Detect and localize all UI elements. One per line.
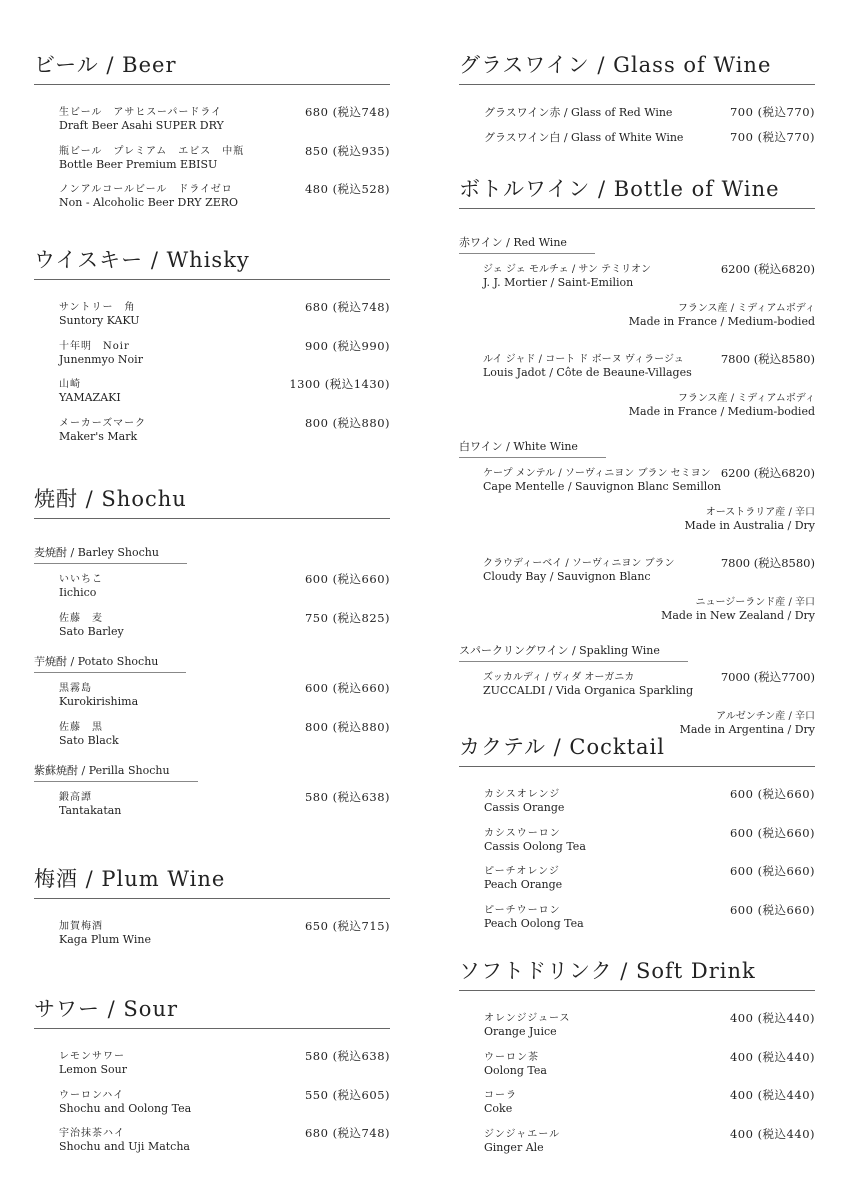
section-title: ウイスキー / Whisky <box>34 248 250 272</box>
wine-item <box>483 353 815 435</box>
item-price: 600 (税込660) <box>729 825 815 840</box>
menu-item <box>59 1127 390 1166</box>
item-price: 400 (税込440) <box>729 1126 815 1141</box>
item-price: 400 (税込440) <box>729 1011 815 1025</box>
item-name-jp: 生ビール アサヒスーパードライ <box>59 107 223 118</box>
section-title: ボトルワイン / Bottle of Wine <box>459 177 780 201</box>
wine-origin-jp: ニュージーランド産 / 辛口 <box>695 597 815 608</box>
wine-origin-en: Made in France / Medium-bodied <box>628 315 815 328</box>
sour-section <box>34 996 390 1166</box>
bottle-wine-section <box>459 176 815 736</box>
menu-item <box>59 183 390 222</box>
wine-price: 7800 (税込8580) <box>720 352 815 366</box>
section-divider <box>459 208 815 209</box>
wine-origin-jp: アルゼンチン産 / 辛口 <box>716 711 815 722</box>
menu-item <box>59 145 390 184</box>
item-name-en: Oolong Tea <box>484 1063 547 1077</box>
item-price: 800 (税込880) <box>304 415 390 430</box>
item-name-jp: カシスオレンジ <box>484 789 561 800</box>
item-name-jp: サントリー 角 <box>59 302 136 313</box>
wine-origin-jp: フランス産 / ミディアムボディ <box>677 303 815 314</box>
item-list <box>34 1050 390 1166</box>
item-price: 850 (税込935) <box>304 143 390 158</box>
menu-item <box>59 612 390 651</box>
cocktail-section <box>459 734 815 942</box>
menu-item <box>484 1089 815 1128</box>
item-price: 580 (税込638) <box>304 790 390 804</box>
item-name-en: Ginger Ale <box>484 1140 544 1154</box>
item-price: 680 (税込748) <box>304 300 390 314</box>
item-name-en: Peach Orange <box>484 878 563 891</box>
item-price: 600 (税込660) <box>729 787 815 801</box>
item-name-jp: 宇治抹茶ハイ <box>59 1128 125 1139</box>
item-name-en: Sato Barley <box>59 624 124 638</box>
item-name-en: Shochu and Oolong Tea <box>59 1101 192 1115</box>
wine-name-jp: ルイ ジャド / コート ド ボーヌ ヴィラージュ <box>483 354 684 365</box>
wine-name-en: Cape Mentelle / Sauvignon Blanc Semillon <box>483 480 721 493</box>
item-price: 680 (税込748) <box>304 105 390 119</box>
menu-item <box>484 788 815 827</box>
item-name-en: Kurokirishima <box>59 695 139 708</box>
wine-origin-en: Made in Argentina / Dry <box>679 723 815 736</box>
section-divider <box>34 1028 390 1029</box>
shochu-group-potato <box>34 650 390 759</box>
item-name-jp: いいちこ <box>59 574 103 585</box>
item-price: 650 (税込715) <box>304 919 390 933</box>
item-name-en: Shochu and Uji Matcha <box>59 1140 190 1153</box>
red-wine-group <box>459 231 815 435</box>
item-price: 800 (税込880) <box>304 719 390 734</box>
plum-wine-section <box>34 866 390 959</box>
item-name-jp: 佐藤 麦 <box>59 612 103 624</box>
item-list <box>34 920 390 959</box>
wine-name-en: Cloudy Bay / Sauvignon Blanc <box>483 570 651 583</box>
item-name-en: Sato Black <box>59 733 119 747</box>
menu-item <box>484 1012 815 1051</box>
menu-item <box>484 1051 815 1090</box>
section-divider <box>459 990 815 991</box>
item-name-en: Coke <box>484 1102 513 1115</box>
section-title: グラスワイン / Glass of Wine <box>459 53 772 77</box>
item-name-jp: ノンアルコールビール ドライゼロ <box>59 184 233 195</box>
item-name-en: Tantakatan <box>59 804 122 817</box>
sparkling-wine-group <box>459 639 815 736</box>
section-divider <box>34 84 390 85</box>
whisky-section <box>34 247 390 455</box>
menu-item <box>59 721 390 760</box>
item-name-en: Suntory KAKU <box>59 314 140 327</box>
menu-item <box>59 791 390 830</box>
item-price: 580 (税込638) <box>304 1049 390 1063</box>
section-title: 焼酎 / Shochu <box>34 487 187 511</box>
subsection-title: 紫蘇焼酎 / Perilla Shochu <box>34 764 198 782</box>
subsection-title: 芋焼酎 / Potato Shochu <box>34 655 186 673</box>
subsection-title: 白ワイン / White Wine <box>459 440 606 458</box>
subsection-title: 赤ワイン / Red Wine <box>459 236 595 254</box>
wine-origin-jp: オーストラリア産 / 辛口 <box>705 507 815 518</box>
item-price: 600 (税込660) <box>729 864 815 878</box>
item-price: 550 (税込605) <box>304 1087 390 1102</box>
item-list <box>34 301 390 455</box>
wine-origin-jp: フランス産 / ミディアムボディ <box>677 393 815 404</box>
menu-item <box>484 1128 815 1167</box>
item-list <box>34 106 390 222</box>
menu-item <box>484 904 815 943</box>
menu-item <box>484 827 815 866</box>
wine-price: 6200 (税込6820) <box>720 466 815 480</box>
menu-item <box>59 106 390 145</box>
soft-drink-section <box>459 958 815 1166</box>
wine-name-en: J. J. Mortier / Saint-Emilion <box>483 276 634 289</box>
item-price: 400 (税込440) <box>729 1049 815 1064</box>
wine-item <box>483 557 815 639</box>
item-price: 400 (税込440) <box>729 1088 815 1102</box>
section-divider <box>459 84 815 85</box>
item-name-jp: ウーロン茶 <box>484 1051 539 1063</box>
beer-section <box>34 52 390 222</box>
item-name-jp: 瓶ビール プレミアム エビス 中瓶 <box>59 145 245 157</box>
item-name-jp: 山崎 <box>59 379 81 390</box>
item-price: 680 (税込748) <box>304 1126 390 1140</box>
subsection-title: スパークリングワイン / Spakling Wine <box>459 644 688 662</box>
wine-origin-en: Made in New Zealand / Dry <box>661 609 815 622</box>
item-list <box>459 106 815 156</box>
wine-name-jp: ズッカルディ / ヴィダ オーガニカ <box>483 672 635 683</box>
wine-origin-en: Made in France / Medium-bodied <box>628 405 815 418</box>
wine-item <box>483 263 815 353</box>
white-wine-group <box>459 435 815 639</box>
menu-item <box>59 682 390 721</box>
item-name-en: Peach Oolong Tea <box>484 916 584 930</box>
wine-item <box>483 467 815 557</box>
item-price: 1300 (税込1430) <box>289 377 390 391</box>
menu-item <box>484 106 815 131</box>
item-name: グラスワイン白 / Glass of White Wine <box>484 131 684 144</box>
item-price: 600 (税込660) <box>304 572 390 586</box>
menu-item <box>59 1050 390 1089</box>
section-divider <box>34 898 390 899</box>
section-title: 梅酒 / Plum Wine <box>34 867 226 891</box>
glass-wine-section <box>459 52 815 156</box>
shochu-group-barley <box>34 541 390 650</box>
menu-item <box>59 301 390 340</box>
wine-name-jp: ケープ メンテル / ソーヴィニヨン ブラン セミヨン <box>483 468 711 479</box>
section-title: ソフトドリンク / Soft Drink <box>459 959 756 983</box>
wine-name-jp: ジェ ジェ モルチェ / サン テミリオン <box>483 264 651 275</box>
wine-price: 7800 (税込8580) <box>720 556 815 570</box>
section-divider <box>34 518 390 519</box>
item-name-en: Cassis Orange <box>484 801 565 814</box>
item-name-jp: オレンジジュース <box>484 1013 571 1024</box>
item-list <box>459 788 815 942</box>
item-price: 480 (税込528) <box>304 182 390 196</box>
item-name-jp: メーカーズマーク <box>59 417 147 429</box>
item-name-jp: ウーロンハイ <box>59 1089 125 1101</box>
menu-item <box>59 417 390 456</box>
shochu-section <box>34 486 390 830</box>
wine-origin-en: Made in Australia / Dry <box>684 519 815 532</box>
shochu-group-perilla <box>34 759 390 830</box>
wine-name-en: ZUCCALDI / Vida Organica Sparkling <box>483 684 694 697</box>
wine-item <box>483 670 815 736</box>
item-price: 700 (税込770) <box>729 105 815 119</box>
menu-item <box>59 340 390 379</box>
item-list <box>459 1012 815 1166</box>
section-divider <box>459 766 815 767</box>
item-name-jp: 加賀梅酒 <box>59 921 103 932</box>
item-name-jp: カシスウーロン <box>484 827 561 839</box>
section-divider <box>34 279 390 280</box>
subsection-title: 麦焼酎 / Barley Shochu <box>34 546 187 564</box>
wine-name-en: Louis Jadot / Côte de Beaune-Villages <box>483 366 692 379</box>
menu-item <box>484 865 815 904</box>
item-name-en: Bottle Beer Premium EBISU <box>59 157 218 171</box>
item-price: 700 (税込770) <box>729 130 815 144</box>
menu-item <box>59 378 390 417</box>
item-name: グラスワイン赤 / Glass of Red Wine <box>484 106 673 119</box>
menu-item <box>59 573 390 612</box>
wine-price: 6200 (税込6820) <box>720 262 815 276</box>
item-name-jp: ピーチオレンジ <box>484 866 560 877</box>
item-name-jp: 鍛高譚 <box>59 792 92 803</box>
item-name-jp: ピーチウーロン <box>484 904 561 916</box>
item-name-en: YAMAZAKI <box>59 391 121 404</box>
item-name-jp: 黒霧島 <box>59 683 92 694</box>
item-name-en: Kaga Plum Wine <box>59 933 152 946</box>
section-title: カクテル / Cocktail <box>459 735 665 759</box>
wine-name-jp: クラウディーベイ / ソーヴィニヨン ブラン <box>483 558 675 569</box>
section-title: サワー / Sour <box>34 997 179 1021</box>
item-name-jp: 十年明 Noir <box>59 340 130 352</box>
menu-item <box>59 1089 390 1128</box>
item-name-en: Lemon Sour <box>59 1063 127 1076</box>
item-name-jp: コーラ <box>484 1090 517 1101</box>
item-price: 900 (税込990) <box>304 338 390 353</box>
item-name-en: Iichico <box>59 586 97 599</box>
menu-item <box>59 920 390 959</box>
item-name-en: Junenmyo Noir <box>59 352 143 366</box>
item-name-jp: ジンジャエール <box>484 1128 561 1140</box>
item-name-en: Draft Beer Asahi SUPER DRY <box>59 119 224 132</box>
item-name-en: Non - Alcoholic Beer DRY ZERO <box>59 196 239 209</box>
item-name-en: Cassis Oolong Tea <box>484 839 586 853</box>
item-name-en: Orange Juice <box>484 1025 557 1038</box>
menu-item <box>484 131 815 156</box>
item-price: 750 (税込825) <box>304 610 390 625</box>
item-name-jp: レモンサワー <box>59 1051 125 1062</box>
item-name-en: Maker's Mark <box>59 429 138 443</box>
item-price: 600 (税込660) <box>729 902 815 917</box>
wine-price: 7000 (税込7700) <box>720 670 815 684</box>
section-title: ビール / Beer <box>34 53 177 77</box>
item-price: 600 (税込660) <box>304 681 390 695</box>
item-name-jp: 佐藤 黒 <box>59 721 103 733</box>
